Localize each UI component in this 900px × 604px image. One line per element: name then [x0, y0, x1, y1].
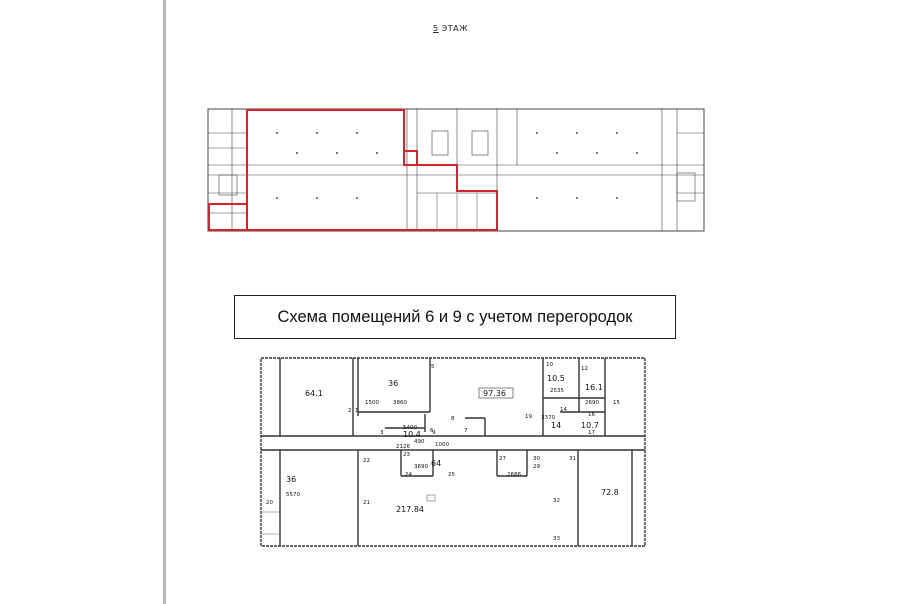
point-number: 22 — [363, 458, 370, 464]
room-area-label: 10.4 — [403, 430, 421, 439]
room-area-label: 36 — [286, 475, 297, 484]
dimension-label: 5570 — [286, 492, 300, 498]
point-number: 14 — [560, 407, 567, 413]
point-number: 25 — [448, 472, 455, 478]
dimension-label: 2690 — [585, 400, 599, 406]
floor-plan-overview — [207, 103, 705, 243]
room-area-label: 16.1 — [585, 383, 603, 392]
highlighted-area — [209, 110, 497, 230]
room-area-label: 36 — [388, 379, 399, 388]
point-number: 12 — [581, 366, 588, 372]
point-number: 20 — [266, 500, 273, 506]
point-number: 1 — [355, 408, 359, 414]
point-number: 2 — [348, 408, 352, 414]
point-number: 7 — [464, 428, 468, 434]
point-number: 8 — [451, 416, 455, 422]
room-area-label: 72.8 — [601, 488, 619, 497]
room-area-label: 10.7 — [581, 421, 599, 430]
dimension-label: 2686 — [507, 472, 521, 478]
room-area-label: 97.36 — [483, 389, 506, 398]
point-number: 16 — [588, 412, 595, 418]
floor-plan-detail — [255, 352, 650, 552]
room-area-label: 217.84 — [396, 505, 424, 514]
point-number: 32 — [553, 498, 560, 504]
room-area-label: 14 — [551, 421, 562, 430]
point-number: 24 — [405, 472, 412, 478]
point-number: 3 — [380, 430, 384, 436]
diagram-caption — [234, 295, 676, 339]
room-area-label: 64 — [431, 459, 442, 468]
point-number: 30 — [533, 456, 540, 462]
dimension-label: 3370 — [541, 415, 555, 421]
floor-number: 5 — [433, 24, 439, 33]
dimension-label: 1500 — [365, 400, 379, 406]
point-number: 6 — [430, 428, 434, 434]
point-number: 9 — [432, 430, 436, 436]
point-number: 31 — [569, 456, 576, 462]
room-area-label: 10.5 — [547, 374, 565, 383]
point-number: 5 — [431, 364, 435, 370]
dimension-label: 3860 — [393, 400, 407, 406]
point-number: 27 — [499, 456, 506, 462]
floor-word: ЭТАЖ — [441, 24, 469, 33]
point-number: 29 — [533, 464, 540, 470]
point-number: 33 — [553, 536, 560, 542]
dimension-label: 1000 — [435, 442, 449, 448]
point-number: 17 — [588, 430, 595, 436]
caption-text: Схема помещений 6 и 9 с учетом перегородок — [277, 307, 633, 326]
point-number: 21 — [363, 500, 370, 506]
dimension-label: 2126 — [396, 444, 410, 450]
dimension-label: 490 — [414, 439, 425, 445]
dimension-label: 3690 — [414, 464, 428, 470]
point-number: 10 — [546, 362, 553, 368]
dimension-label: 5400 — [403, 425, 417, 431]
point-number: 23 — [403, 452, 410, 458]
page-left-edge — [163, 0, 166, 604]
point-number: 15 — [613, 400, 620, 406]
floor-label — [433, 24, 468, 33]
room-area-label: 64.1 — [305, 389, 323, 398]
point-number: 19 — [525, 414, 532, 420]
dimension-label: 2535 — [550, 388, 564, 394]
